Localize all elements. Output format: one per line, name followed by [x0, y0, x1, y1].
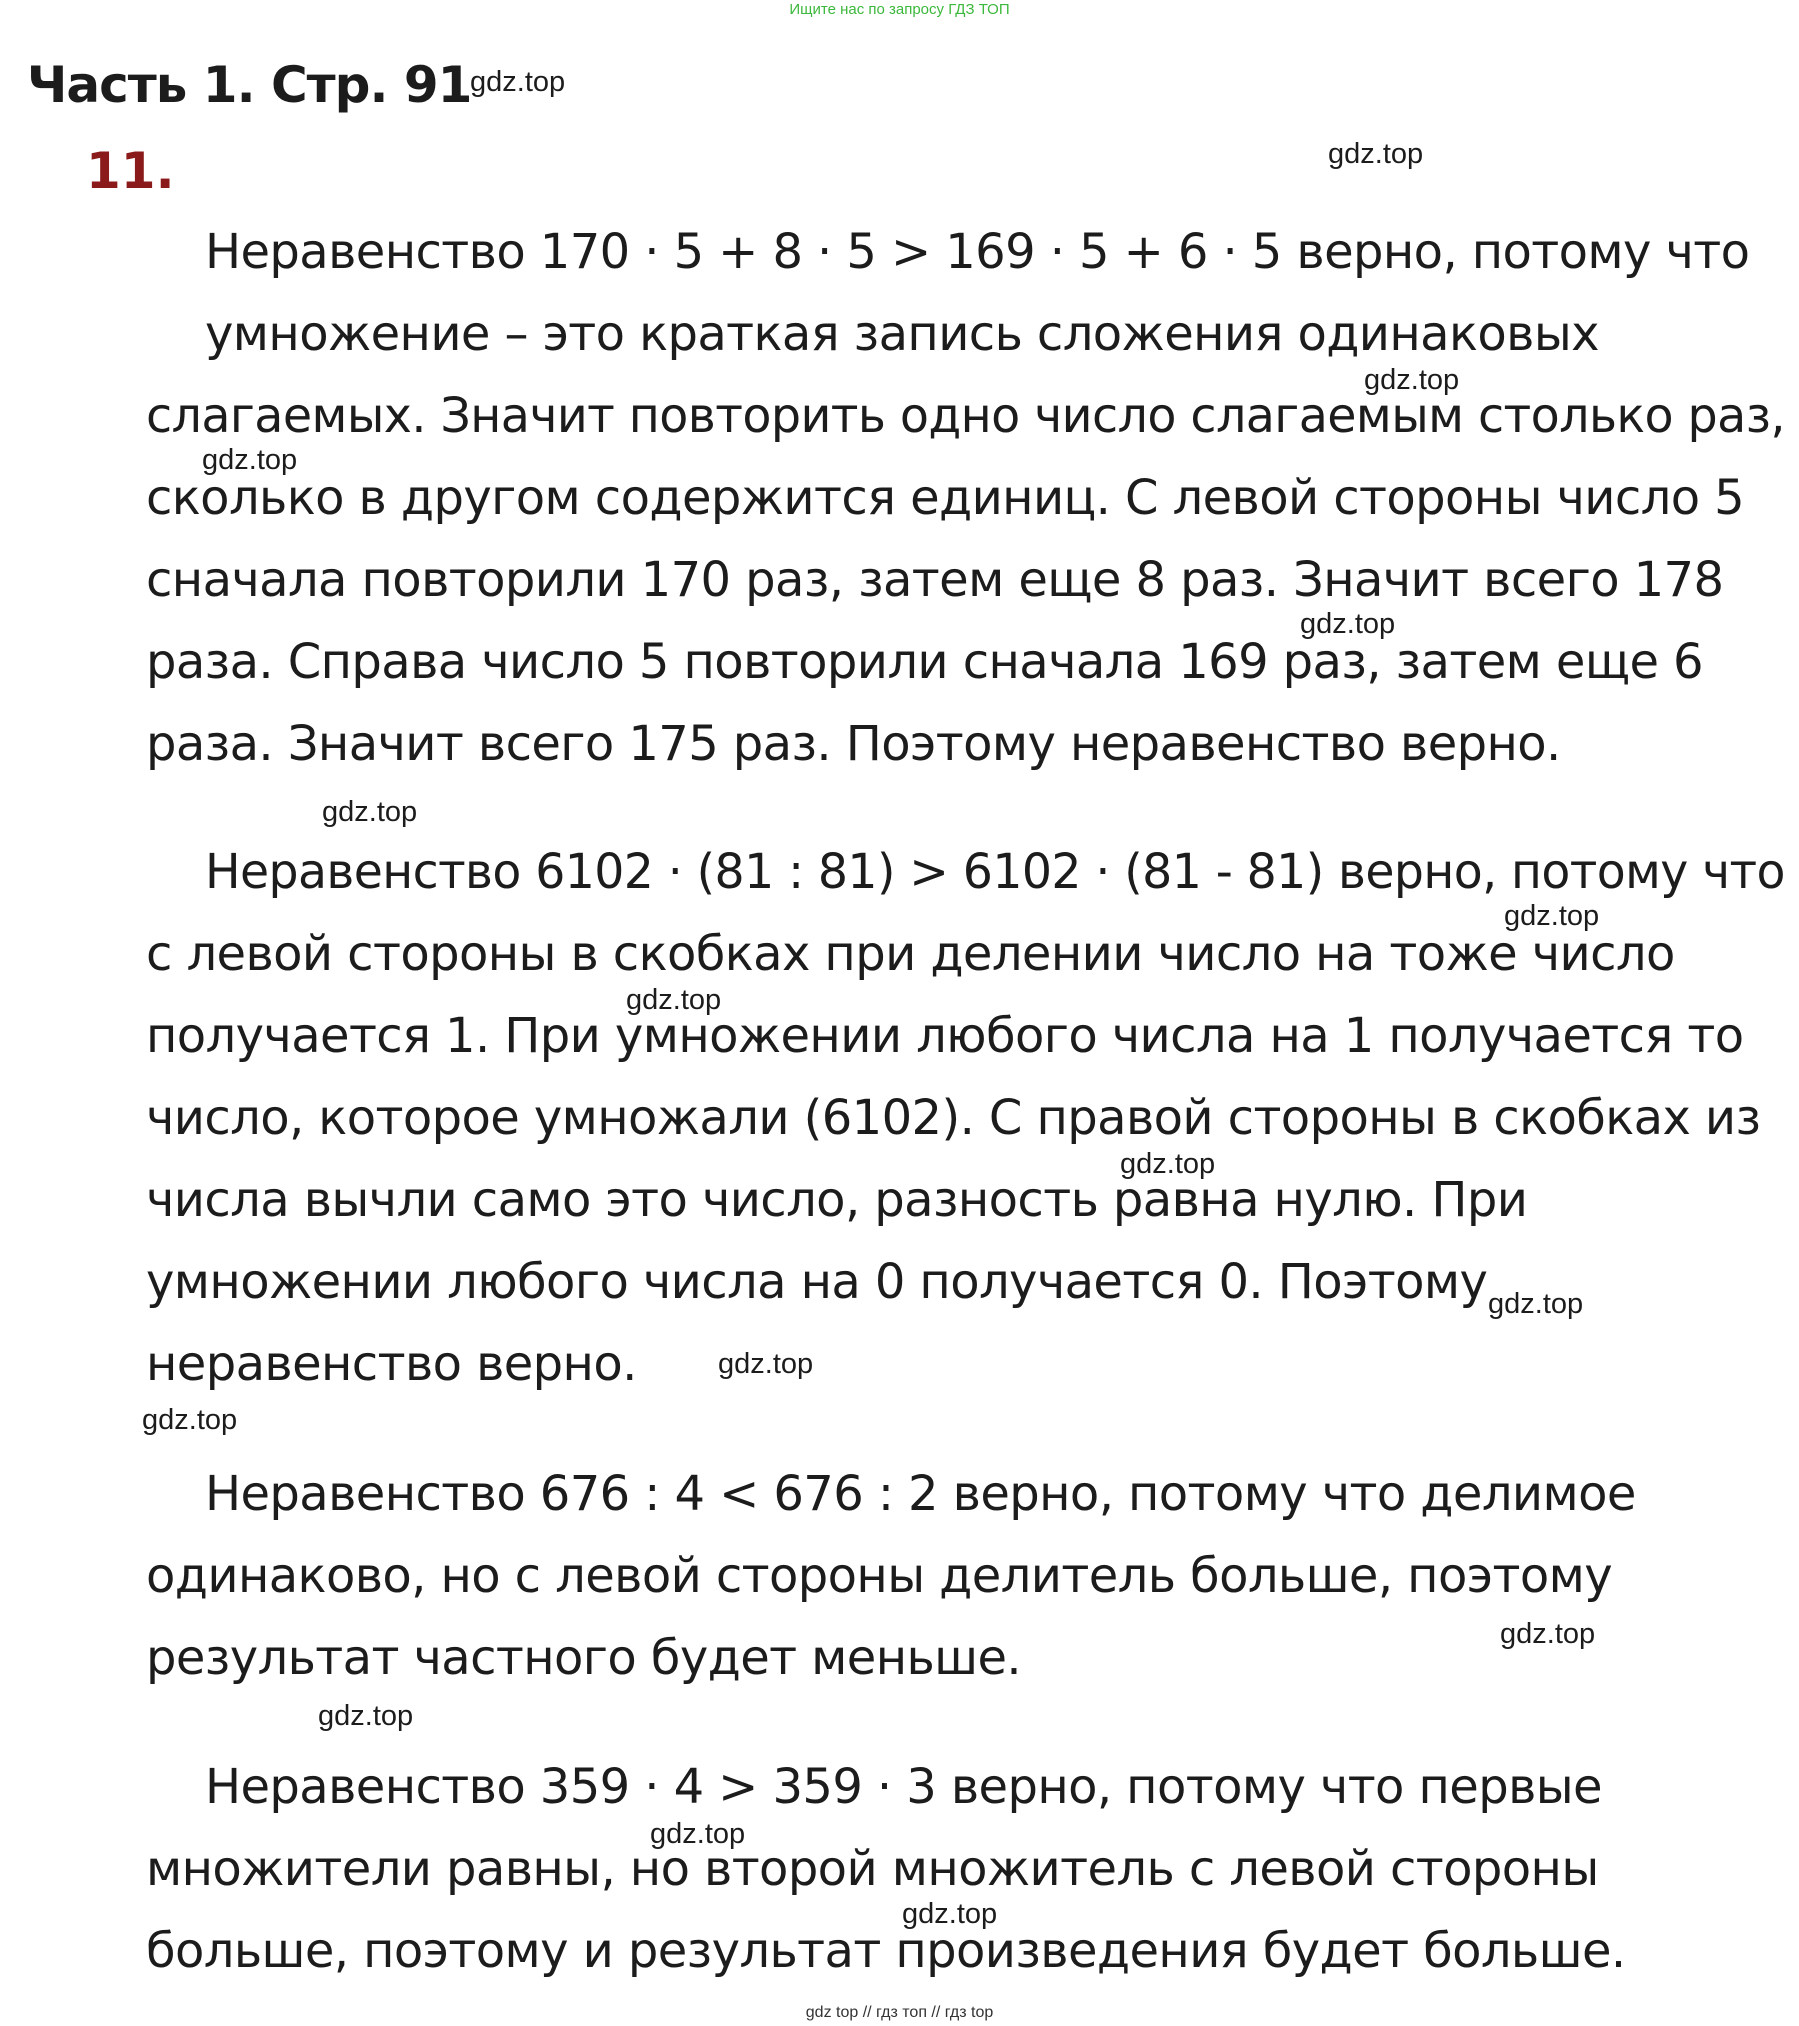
watermark: gdz.top — [1488, 1288, 1584, 1320]
footer: gdz top // гдз топ // гдз top — [805, 2004, 994, 2021]
paragraph-1-line-6: раза. Справа число 5 повторили сначала 169 раз, затем еще 6 — [146, 634, 1703, 690]
watermark: gdz.top — [1500, 1618, 1596, 1650]
watermark: gdz.top — [626, 984, 722, 1016]
paragraph-2-line-5: числа вычли само это число, разность равна нулю. При — [146, 1172, 1528, 1228]
watermark: gdz.top — [902, 1898, 998, 1930]
paragraph-2-line-1: Неравенство 6102 · (81 : 81) > 6102 · (81 - 81) верно, потому что — [205, 844, 1785, 900]
paragraph-1-line-7: раза. Значит всего 175 раз. Поэтому неравенство верно. — [146, 716, 1561, 772]
paragraph-1-line-3: слагаемых. Значит повторить одно число слагаемым столько раз, — [146, 388, 1785, 444]
watermark: gdz.top — [1328, 138, 1424, 170]
watermark: gdz.top — [318, 1700, 414, 1732]
paragraph-4-line-1: Неравенство 359 · 4 > 359 · 3 верно, потому что первые — [205, 1759, 1602, 1815]
watermark: gdz.top — [1364, 364, 1460, 396]
page-title: Часть 1. Стр. 91 — [27, 56, 472, 114]
paragraph-2-line-4: число, которое умножали (6102). С правой стороны в скобках из — [146, 1090, 1761, 1146]
watermark: gdz.top — [1300, 608, 1396, 640]
paragraph-3-line-1: Неравенство 676 : 4 < 676 : 2 верно, потому что делимое — [205, 1466, 1636, 1522]
paragraph-4-line-2: множители равны, но второй множитель с левой стороны — [146, 1841, 1599, 1897]
paragraph-2-line-3: получается 1. При умножении любого числа на 1 получается то — [146, 1008, 1744, 1064]
watermark: gdz.top — [1504, 900, 1600, 932]
watermark: gdz.top — [718, 1348, 814, 1380]
paragraph-2-line-2: с левой стороны в скобках при делении число на тоже число — [146, 926, 1675, 982]
paragraph-3-line-3: результат частного будет меньше. — [146, 1630, 1022, 1686]
paragraph-1-line-5: сначала повторили 170 раз, затем еще 8 раз. Значит всего 178 — [146, 552, 1724, 608]
watermark: gdz.top — [650, 1818, 746, 1850]
watermark: gdz.top — [322, 796, 418, 828]
watermark: gdz.top — [142, 1404, 238, 1436]
paragraph-1-line-1: Неравенство 170 · 5 + 8 · 5 > 169 · 5 + 6 · 5 верно, потому что — [205, 224, 1750, 280]
paragraph-3-line-2: одинаково, но с левой стороны делитель больше, поэтому — [146, 1548, 1613, 1604]
watermark: gdz.top — [470, 66, 566, 98]
watermark: gdz.top — [202, 444, 298, 476]
paragraph-1-line-2: умножение – это краткая запись сложения одинаковых — [205, 306, 1599, 362]
paragraph-4-line-3: больше, поэтому и результат произведения будет больше. — [146, 1923, 1626, 1979]
task-number: 11. — [86, 142, 175, 200]
watermark: gdz.top — [1120, 1148, 1216, 1180]
paragraph-1-line-4: сколько в другом содержится единиц. С левой стороны число 5 — [146, 470, 1745, 526]
paragraph-2-line-7: неравенство верно. — [146, 1336, 637, 1392]
paragraph-2-line-6: умножении любого числа на 0 получается 0. Поэтому — [146, 1254, 1488, 1310]
top-banner: Ищите нас по запросу ГДЗ ТОП — [789, 1, 1010, 18]
